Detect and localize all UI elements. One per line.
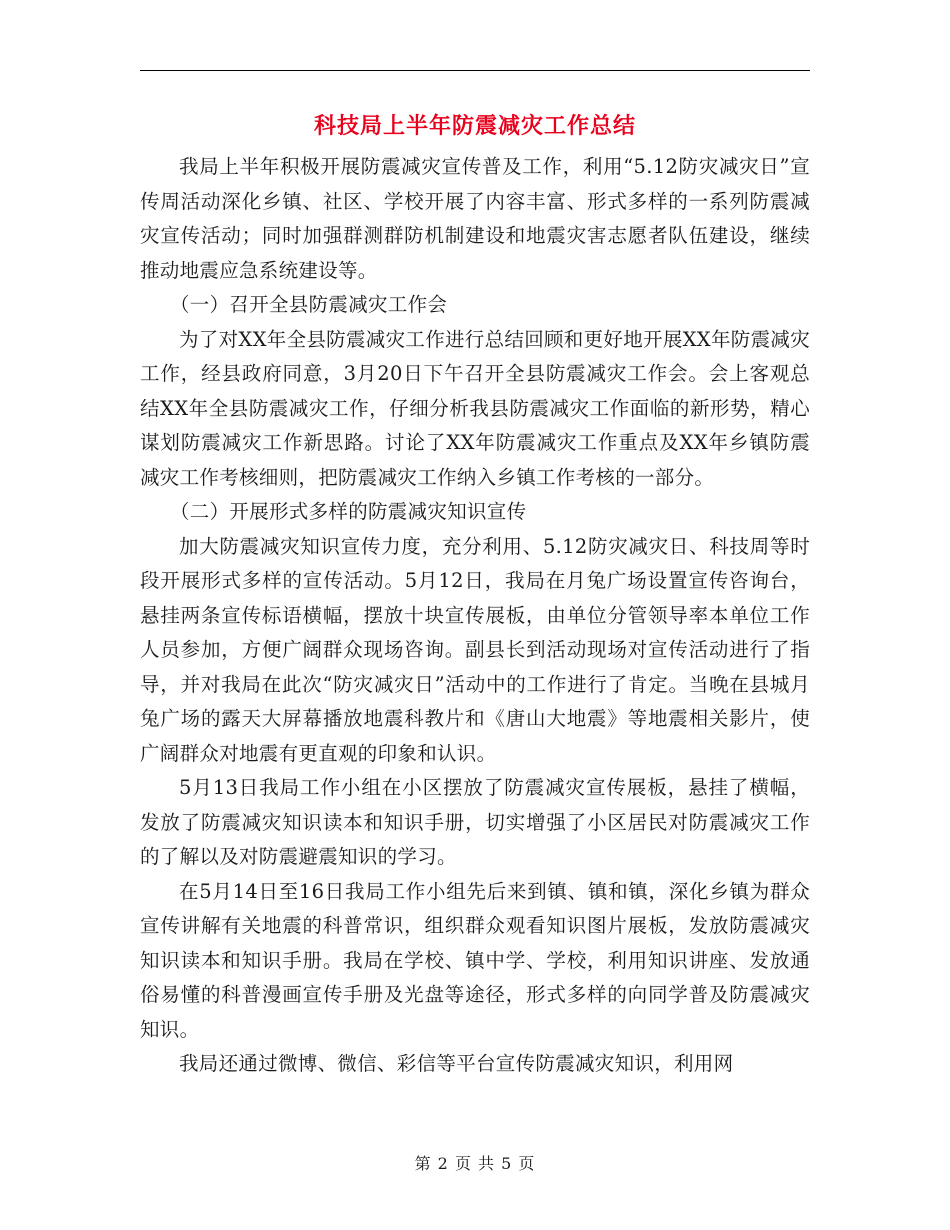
paragraph-section-2a: 加大防震减灾知识宣传力度，充分利用、5.12防灾减灾日、科技周等时段开展形式多样的宣传活动。5月12日，我局在月兔广场设置宣传咨询台，悬挂两条宣传标语横幅，摆放十块宣传展板，由单位分管领导率本单位工作人员参加，方便广阔群众现场咨询。副县长到活动现场对宣传活动进行了指导，并对我局在此次“防灾减灾日”活动中的工作进行了肯定。当晚在县城月兔广场的露天大屏幕播放地震科教片和《唐山大地震》等地震相关影片，使广阔群众对地震有更直观的印象和认识。 bbox=[140, 534, 810, 765]
paragraph-section-2b: 5月13日我局工作小组在小区摆放了防震减灾宣传展板，悬挂了横幅，发放了防震减灾知识读本和知识手册，切实增强了小区居民对防震减灾工作的了解以及对防震避震知识的学习。 bbox=[140, 776, 810, 868]
paragraph-intro: 我局上半年积极开展防震减灾宣传普及工作，利用“5.12防灾减灾日”宣传周活动深化乡镇、社区、学校开展了内容丰富、形式多样的一系列防震减灾宣传活动；同时加强群测群防机制建设和地震灾害志愿者队伍建设，继续推动地震应急系统建设等。 bbox=[140, 155, 810, 282]
paragraph-section-2d: 我局还通过微博、微信、彩信等平台宣传防震减灾知识，利用网 bbox=[179, 1052, 734, 1075]
paragraph-section-2c: 在5月14日至16日我局工作小组先后来到镇、镇和镇，深化乡镇为群众宣传讲解有关地震的科普常识，组织群众观看知识图片展板，发放防震减灾知识读本和知识手册。我局在学校、镇中学、学校，利用知识讲座、发放通俗易懂的科普漫画宣传手册及光盘等途径，形式多样的向同学普及防震减灾知识。 bbox=[140, 879, 810, 1041]
paragraph-section-1: 为了对XX年全县防震减灾工作进行总结回顾和更好地开展XX年防震减灾工作，经县政府同意，3月20日下午召开全县防震减灾工作会。会上客观总结XX年全县防震减灾工作，仔细分析我县防震减灾工作面临的新形势，精心谋划防震减灾工作新思路。讨论了XX年防震减灾工作重点及XX年乡镇防震减灾工作考核细则，把防震减灾工作纳入乡镇工作考核的一部分。 bbox=[140, 327, 810, 489]
document-body bbox=[140, 150, 810, 1082]
header-rule bbox=[140, 70, 810, 71]
section-heading-2: （二）开展形式多样的防震减灾知识宣传 bbox=[170, 500, 527, 523]
page-footer: 第 2 页 共 5 页 bbox=[414, 1154, 536, 1173]
document-title: 科技局上半年防震减灾工作总结 bbox=[313, 113, 636, 139]
section-heading-1: （一）召开全县防震减灾工作会 bbox=[170, 293, 448, 316]
